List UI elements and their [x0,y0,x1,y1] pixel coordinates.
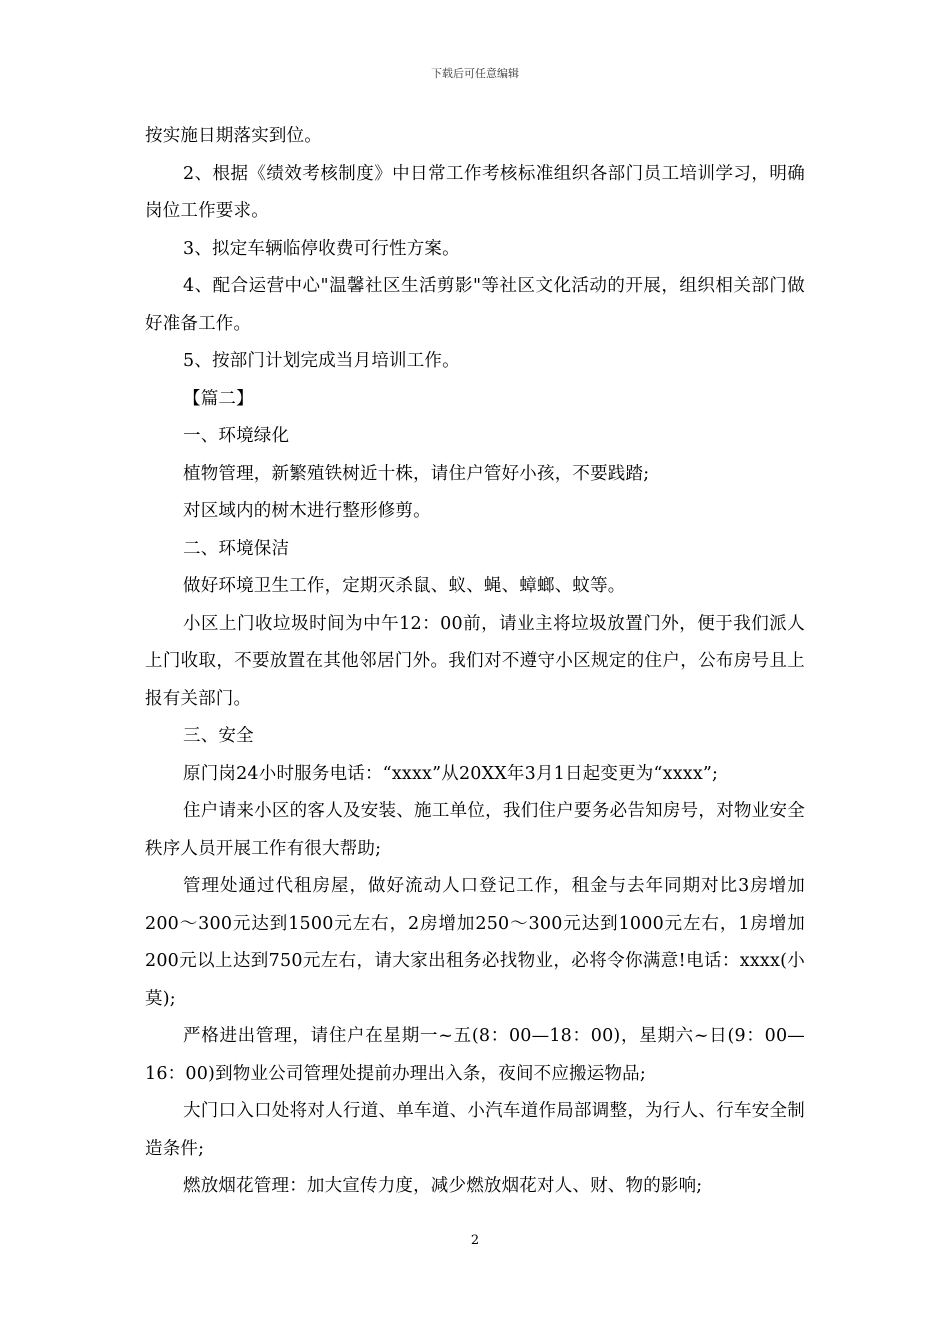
paragraph: 管理处通过代租房屋，做好流动人口登记工作，租金与去年同期对比3房增加200～300元达到1500元左右，2房增加250～300元达到1000元左右，1房增加200元以上达到750元左右，请大家出租务必找物业，必将令你满意!电话：xxxx(小莫); [145,876,805,1009]
paragraph: 燃放烟花管理：加大宣传力度，减少燃放烟花对人、财、物的影响; [183,1176,703,1196]
paragraph: 按实施日期落实到位。 [145,126,322,146]
paragraph: 做好环境卫生工作，定期灭杀鼠、蚁、蝇、蟑螂、蚊等。 [183,576,626,596]
paragraph: 原门岗24小时服务电话：“xxxx”从20XX年3月1日起变更为“xxxx”; [183,763,719,784]
paragraph: 对区域内的树木进行整形修剪。 [183,501,431,521]
paragraph: 3、拟定车辆临停收费可行性方案。 [183,238,460,259]
paragraph: 4、配合运营中心"温馨社区生活剪影"等社区文化活动的开展，组织相关部门做好准备工作。 [145,276,805,334]
paragraph: 大门口入口处将对人行道、单车道、小汽车道作局部调整，为行人、行车安全制造条件; [145,1101,805,1159]
section-heading: 【篇二】 [183,388,254,409]
paragraph: 住户请来小区的客人及安装、施工单位，我们住户要务必告知房号，对物业安全秩序人员开展工作有很大帮助; [145,801,805,859]
paragraph: 5、按部门计划完成当月培训工作。 [183,351,460,371]
document-body [145,118,805,1206]
page-header: 下载后可任意编辑 [431,67,519,80]
paragraph: 严格进出管理，请住户在星期一~五(8：00—18：00)，星期六~日(9：00—16：00)到物业公司管理处提前办理出入条，夜间不应搬运物品; [145,1026,805,1084]
section-heading: 三、安全 [183,726,254,746]
section-heading: 二、环境保洁 [183,538,290,559]
section-heading: 一、环境绿化 [183,426,290,446]
paragraph: 植物管理，新繁殖铁树近十株，请住户管好小孩，不要践踏; [183,463,650,484]
paragraph: 2、根据《绩效考核制度》中日常工作考核标准组织各部门员工培训学习，明确岗位工作要求。 [145,163,805,221]
paragraph: 小区上门收垃圾时间为中午12：00前，请业主将垃圾放置门外，便于我们派人上门收取，不要放置在其他邻居门外。我们对不遵守小区规定的住户，公布房号且上报有关部门。 [145,613,805,709]
page-number: 2 [470,1233,480,1248]
